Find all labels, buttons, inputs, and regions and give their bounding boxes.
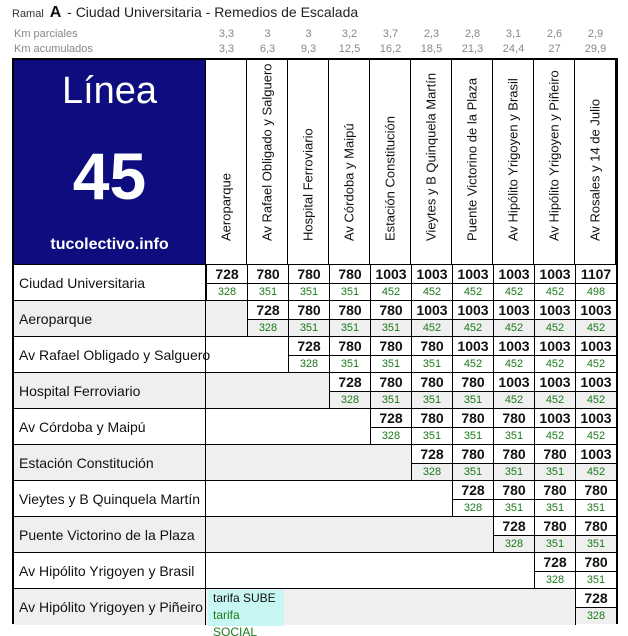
row-empty-area: [206, 481, 452, 517]
column-header-label: Puente Victorino de la Plaza: [464, 77, 480, 241]
km-parcial-value: 3,3: [218, 28, 235, 40]
fare-social: 351: [535, 463, 575, 480]
fare-social: 351: [289, 283, 329, 300]
fare-sube: 1003: [580, 374, 612, 390]
fare-cell: [534, 301, 575, 337]
fare-sube: 780: [461, 446, 485, 462]
column-header-label: Vieytes y B Quinquela Martín: [423, 72, 439, 241]
fare-cell: [493, 373, 534, 409]
fare-sube: 1107: [580, 266, 612, 282]
fare-social: 328: [207, 283, 247, 300]
fare-sube: 1003: [457, 266, 489, 282]
fare-social: 351: [330, 355, 370, 372]
fare-social: 351: [330, 319, 370, 336]
km-acumulado-value: 6,3: [259, 43, 276, 55]
fare-sube: 780: [420, 410, 444, 426]
km-acumulado-value: 24,4: [502, 43, 525, 55]
fare-sube: 1003: [498, 374, 530, 390]
fare-social: 452: [576, 319, 616, 336]
fare-cell: [206, 265, 247, 301]
fare-social: 351: [371, 355, 411, 372]
column-header: [329, 60, 370, 264]
fare-sube: 780: [584, 518, 608, 534]
fare-social: 328: [453, 499, 493, 516]
fare-cell: [370, 409, 411, 445]
fare-social: 351: [494, 463, 534, 480]
fare-cell: [411, 445, 452, 481]
fare-cell: [452, 301, 493, 337]
route-title: [12, 4, 358, 26]
fare-social: 351: [289, 319, 329, 336]
fare-cell: [247, 301, 288, 337]
fare-sube: 780: [379, 338, 403, 354]
fare-social: 328: [535, 571, 575, 588]
fare-sube: 780: [338, 266, 362, 282]
fare-cell: [329, 337, 370, 373]
fare-cell: [575, 409, 616, 445]
fare-social: 452: [412, 283, 452, 300]
fare-sube: 1003: [457, 302, 489, 318]
fare-social: 452: [576, 391, 616, 408]
fare-social: 351: [412, 391, 452, 408]
fare-sube: 780: [502, 410, 526, 426]
fare-sube: 780: [420, 338, 444, 354]
fare-sube: 780: [420, 374, 444, 390]
fare-sube: 1003: [539, 374, 571, 390]
km-parcial-value: 3,2: [341, 28, 358, 40]
fare-social: 351: [576, 571, 616, 588]
fare-sube: 728: [543, 554, 567, 570]
legend-sube: tarifa SUBE: [213, 591, 276, 605]
fare-social: 452: [576, 355, 616, 372]
fare-cell: [288, 301, 329, 337]
column-header: [575, 60, 616, 264]
fare-social: 351: [371, 319, 411, 336]
site-name: tucolectivo.info: [50, 236, 169, 253]
column-header: [452, 60, 493, 264]
column-header-label: Av Hipólito Yrigoyen y Brasil: [505, 78, 521, 241]
row-empty-area: [206, 301, 247, 337]
column-header: [370, 60, 411, 264]
fare-sube: 780: [256, 266, 280, 282]
fare-cell: [288, 265, 329, 301]
fare-sube: 1003: [416, 266, 448, 282]
column-header: [288, 60, 329, 264]
row-empty-area: [206, 337, 288, 373]
fare-cell: [534, 265, 575, 301]
fare-cell: [411, 337, 452, 373]
fare-sube: 780: [502, 446, 526, 462]
row-origin-label: Av Córdoba y Maipú: [14, 409, 206, 445]
fare-social: 351: [535, 535, 575, 552]
fare-sube: 1003: [580, 410, 612, 426]
fare-sube: 1003: [498, 338, 530, 354]
fare-social: 452: [494, 283, 534, 300]
row-origin-label: Estación Constitución: [14, 445, 206, 481]
fare-social: 452: [494, 355, 534, 372]
ramal-label: Ramal: [12, 8, 44, 20]
fare-social: 351: [412, 355, 452, 372]
fare-social: 328: [330, 391, 370, 408]
fare-social: 498: [576, 283, 616, 300]
fare-table: [12, 58, 618, 636]
fare-cell: [370, 265, 411, 301]
fare-cell: [493, 301, 534, 337]
fare-sube: 728: [502, 518, 526, 534]
fare-social: 328: [248, 319, 288, 336]
fare-social: 351: [494, 499, 534, 516]
column-header: [411, 60, 452, 264]
fare-social: 328: [289, 355, 329, 372]
row-empty-area: [206, 553, 534, 589]
fare-sube: 1003: [498, 266, 530, 282]
fare-sube: 780: [543, 518, 567, 534]
row-origin-label: Puente Victorino de la Plaza: [14, 517, 206, 553]
km-parcial-value: 2,8: [464, 28, 481, 40]
fare-cell: [575, 301, 616, 337]
fare-social: 351: [576, 499, 616, 516]
fare-sube: 780: [379, 374, 403, 390]
column-header-label: Hospital Ferroviario: [300, 128, 316, 241]
fare-social: 351: [412, 427, 452, 444]
column-header-label: Av Rafael Obligado y Salguero: [259, 63, 275, 241]
fare-social: 452: [535, 283, 575, 300]
fare-cell: [534, 337, 575, 373]
legend-social: tarifa SOCIAL: [213, 608, 258, 636]
fare-cell: [452, 337, 493, 373]
column-header-label: Aeroparque: [218, 173, 234, 241]
fare-cell: [411, 373, 452, 409]
fare-social: 351: [330, 283, 370, 300]
fare-sube: 1003: [375, 266, 407, 282]
fare-sube: 1003: [457, 338, 489, 354]
fare-social: 452: [453, 283, 493, 300]
fare-cell: [534, 445, 575, 481]
km-parcial-value: 3: [305, 28, 312, 40]
fare-sube: 780: [502, 482, 526, 498]
km-parcial-value: 2,3: [423, 28, 440, 40]
fare-sube: 780: [297, 302, 321, 318]
fare-cell: [288, 337, 329, 373]
fare-sube: 728: [584, 590, 608, 606]
column-header-label: Av Hipólito Yrigoyen y Piñeiro: [546, 70, 562, 241]
km-parcial-value: 3,1: [505, 28, 522, 40]
fare-sube: 780: [338, 302, 362, 318]
km-parcial-value: 3: [264, 28, 271, 40]
fare-sube: 1003: [580, 446, 612, 462]
fare-sube: 728: [420, 446, 444, 462]
fare-sube: 780: [379, 302, 403, 318]
row-origin-label: Aeroparque: [14, 301, 206, 337]
fare-cell: [493, 409, 534, 445]
fare-cell: [411, 409, 452, 445]
route-name: - Ciudad Universitaria - Remedios de Escalada: [67, 4, 359, 20]
fare-sube: 780: [543, 446, 567, 462]
line-logo: [14, 60, 206, 264]
fare-sube: 780: [584, 554, 608, 570]
row-empty-area: [206, 373, 329, 409]
fare-sube: 1003: [539, 338, 571, 354]
logo-title: Línea: [61, 70, 158, 112]
column-header: [534, 60, 575, 264]
ramal-letter: A: [49, 4, 62, 21]
km-acumulado-value: 12,5: [338, 43, 361, 55]
km-parciales-row: [12, 28, 616, 42]
km-acumulado-value: 18,5: [420, 43, 443, 55]
km-parciales-label: Km parciales: [14, 28, 78, 40]
fare-sube: 1003: [539, 410, 571, 426]
fare-social: 351: [453, 463, 493, 480]
fare-sube: 728: [215, 266, 239, 282]
fare-social: 351: [371, 391, 411, 408]
fare-social: 452: [494, 391, 534, 408]
km-acumulado-value: 9,3: [300, 43, 317, 55]
column-header: [493, 60, 534, 264]
fare-cell: [575, 373, 616, 409]
fare-sube: 780: [543, 482, 567, 498]
fare-cell: [452, 481, 493, 517]
fare-cell: [534, 373, 575, 409]
fare-cell: [329, 373, 370, 409]
fare-cell: [575, 517, 616, 553]
fare-social: 452: [535, 427, 575, 444]
fare-social: 452: [576, 427, 616, 444]
fare-cell: [329, 265, 370, 301]
fare-sube: 780: [584, 482, 608, 498]
km-acumulado-value: 27: [548, 43, 561, 55]
fare-cell: [329, 301, 370, 337]
fare-cell: [370, 373, 411, 409]
fare-sube: 1003: [539, 302, 571, 318]
fare-cell: [575, 445, 616, 481]
km-acumulados-row: [12, 43, 616, 57]
km-parcial-value: 2,6: [546, 28, 563, 40]
fare-cell: [452, 265, 493, 301]
fare-cell: [575, 589, 616, 625]
row-origin-label: Av Hipólito Yrigoyen y Brasil: [14, 553, 206, 589]
fare-social: 452: [412, 319, 452, 336]
fare-cell: [370, 301, 411, 337]
line-number: 45: [72, 139, 147, 213]
row-origin-label: Av Hipólito Yrigoyen y Piñeiro: [14, 589, 206, 625]
fare-cell: [534, 553, 575, 589]
column-header-label: Av Rosales y 14 de Julio: [587, 98, 603, 241]
fare-sube: 780: [461, 374, 485, 390]
fare-cell: [575, 265, 616, 301]
fare-sube: 1003: [498, 302, 530, 318]
fare-social: 452: [535, 391, 575, 408]
fare-sube: 1003: [580, 302, 612, 318]
fare-cell: [493, 337, 534, 373]
fare-sube: 728: [256, 302, 280, 318]
fare-sube: 1003: [539, 266, 571, 282]
fare-sube: 728: [338, 374, 362, 390]
km-parcial-value: 3,7: [382, 28, 399, 40]
row-origin-label: Vieytes y B Quinquela Martín: [14, 481, 206, 517]
row-origin-label: Hospital Ferroviario: [14, 373, 206, 409]
fare-social: 351: [494, 427, 534, 444]
fare-cell: [534, 517, 575, 553]
column-header-label: Av Córdoba y Maipú: [341, 123, 357, 241]
fare-cell: [452, 445, 493, 481]
fare-social: 351: [535, 499, 575, 516]
fare-social: 351: [248, 283, 288, 300]
fare-social: 351: [453, 391, 493, 408]
fare-sube: 1003: [580, 338, 612, 354]
row-origin-label: Ciudad Universitaria: [14, 265, 206, 301]
fare-social: 328: [494, 535, 534, 552]
fare-cell: [452, 409, 493, 445]
km-acumulados-label: Km acumulados: [14, 43, 93, 55]
row-origin-label: Av Rafael Obligado y Salguero: [14, 337, 206, 373]
fare-cell: [247, 265, 288, 301]
fare-cell: [534, 409, 575, 445]
fare-social: 328: [412, 463, 452, 480]
fare-sube: 728: [379, 410, 403, 426]
fare-sube: 780: [461, 410, 485, 426]
fare-cell: [575, 481, 616, 517]
row-empty-area: [206, 409, 370, 445]
fare-sube: 728: [461, 482, 485, 498]
column-header-label: Estación Constitución: [382, 115, 398, 241]
km-parcial-value: 2,9: [587, 28, 604, 40]
fare-social: 452: [535, 355, 575, 372]
fare-social: 452: [576, 463, 616, 480]
fare-cell: [575, 553, 616, 589]
km-acumulado-value: 29,9: [584, 43, 607, 55]
row-empty-area: [206, 445, 411, 481]
fare-social: 452: [453, 319, 493, 336]
km-acumulado-value: 3,3: [218, 43, 235, 55]
fare-cell: [452, 373, 493, 409]
fare-sube: 780: [338, 338, 362, 354]
fare-cell: [493, 481, 534, 517]
fare-legend: [208, 590, 284, 636]
fare-social: 452: [371, 283, 411, 300]
fare-social: 452: [535, 319, 575, 336]
fare-cell: [493, 265, 534, 301]
fare-social: 351: [576, 535, 616, 552]
fare-social: 452: [453, 355, 493, 372]
fare-social: 351: [453, 427, 493, 444]
fare-sube: 728: [297, 338, 321, 354]
fare-sube: 1003: [416, 302, 448, 318]
column-header: [206, 60, 247, 264]
column-header: [247, 60, 288, 264]
fare-cell: [411, 301, 452, 337]
fare-cell: [370, 337, 411, 373]
fare-sube: 780: [297, 266, 321, 282]
row-empty-area: [206, 517, 493, 553]
km-acumulado-value: 16,2: [379, 43, 402, 55]
fare-cell: [493, 517, 534, 553]
km-acumulado-value: 21,3: [461, 43, 484, 55]
fare-social: 452: [494, 319, 534, 336]
fare-cell: [534, 481, 575, 517]
fare-cell: [493, 445, 534, 481]
fare-social: 328: [371, 427, 411, 444]
fare-cell: [411, 265, 452, 301]
fare-cell: [575, 337, 616, 373]
fare-social: 328: [576, 607, 616, 624]
